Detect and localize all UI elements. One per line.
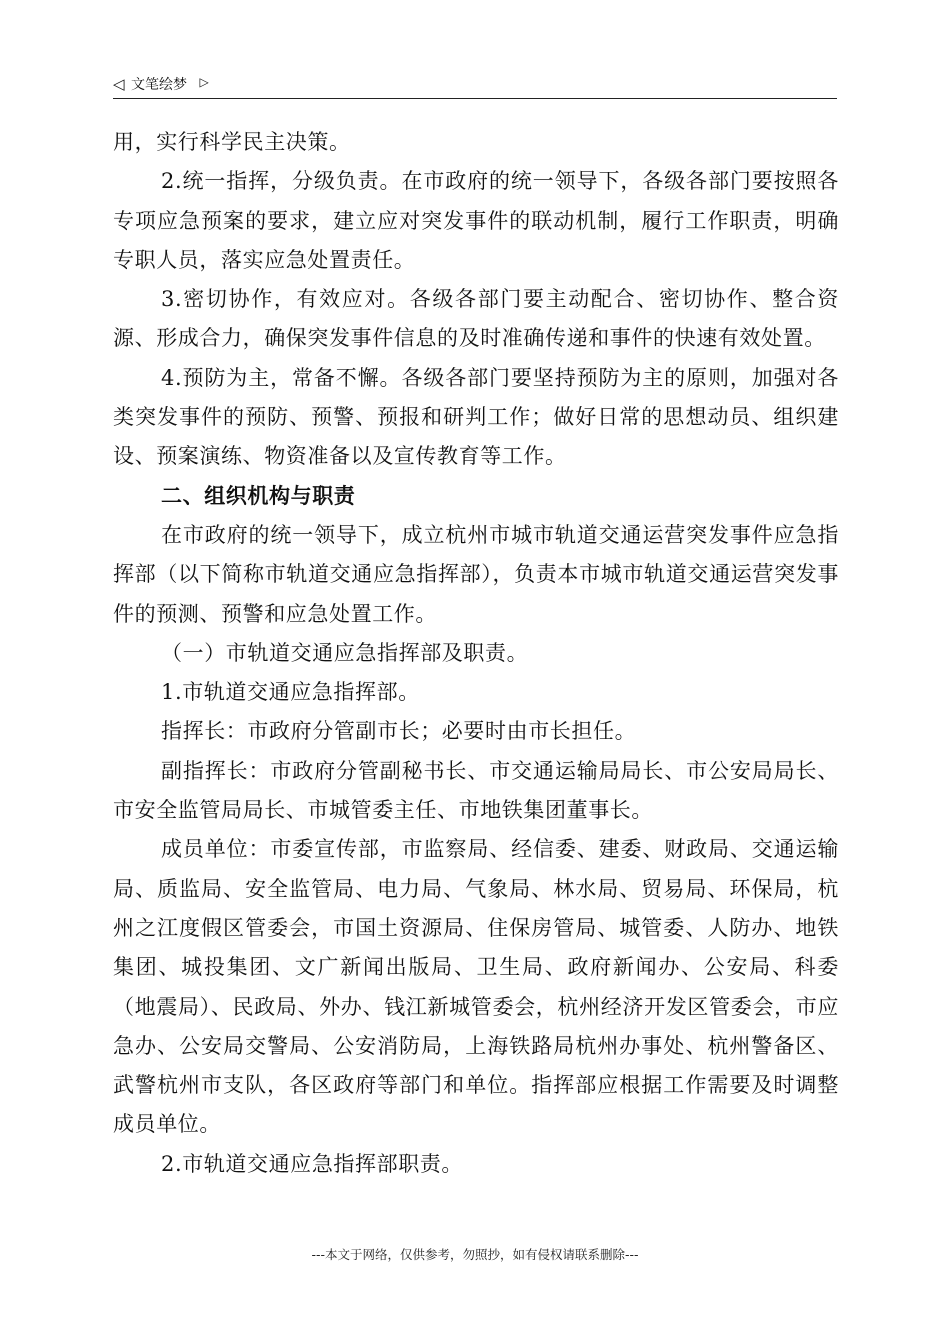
paragraph: 副指挥长：市政府分管副秘书长、市交通运输局局长、市公安局局长、市安全监管局局长、市城管委主任、市地铁集团董事长。 <box>113 758 839 823</box>
page-header <box>113 74 837 99</box>
paragraph: 4.预防为主，常备不懈。各级各部门要坚持预防为主的原则，加强对各类突发事件的预防、预警、预报和研判工作；做好日常的思想动员、组织建设、预案演练、物资准备以及宣传教育等工作。 <box>113 365 839 469</box>
paragraph: 指挥长：市政府分管副市长；必要时由市长担任。 <box>161 719 637 744</box>
subsection-heading: （一）市轨道交通应急指挥部及职责。 <box>161 640 529 665</box>
document-body <box>113 123 839 1184</box>
paragraph: 2.市轨道交通应急指挥部职责。 <box>161 1151 464 1176</box>
page-footer: ---本文于网络，仅供参考，勿照抄，如有侵权请联系删除--- <box>311 1247 639 1262</box>
paragraph: 成员单位：市委宣传部，市监察局、经信委、建委、财政局、交通运输局、质监局、安全监管局、电力局、气象局、林水局、贸易局、环保局，杭州之江度假区管委会，市国土资源局、住保房管局、城管委、人防办、地铁集团、城投集团、文广新闻出版局、卫生局、政府新闻办、公安局、科委（地震局）、民政局、外办、钱江新城管委会，杭州经济开发区管委会，市应急办、公安局交警局、公安消防局，上海铁路局杭州办事处、杭州警备区、武警杭州市支队，各区政府等部门和单位。指挥部应根据工作需要及时调整成员单位。 <box>113 837 839 1137</box>
paragraph: 2.统一指挥，分级负责。在市政府的统一领导下，各级各部门要按照各专项应急预案的要求，建立应对突发事件的联动机制，履行工作职责，明确专职人员，落实应急处置责任。 <box>113 169 839 272</box>
paragraph: 1.市轨道交通应急指挥部。 <box>161 680 420 705</box>
triangle-left-icon: ◁ <box>113 75 125 93</box>
triangle-right-icon: ▷ <box>199 75 209 89</box>
header-title: 文笔绘梦 <box>131 77 187 93</box>
paragraph: 3.密切协作，有效应对。各级各部门要主动配合、密切协作、整合资源、形成合力，确保突发事件信息的及时准确传递和事件的快速有效处置。 <box>113 287 839 351</box>
section-heading: 二、组织机构与职责 <box>161 483 356 508</box>
paragraph: 用，实行科学民主决策。 <box>113 130 351 154</box>
paragraph: 在市政府的统一领导下，成立杭州市城市轨道交通运营突发事件应急指挥部（以下简称市轨道交通应急指挥部），负责本市城市轨道交通运营突发事件的预测、预警和应急处置工作。 <box>113 522 839 626</box>
